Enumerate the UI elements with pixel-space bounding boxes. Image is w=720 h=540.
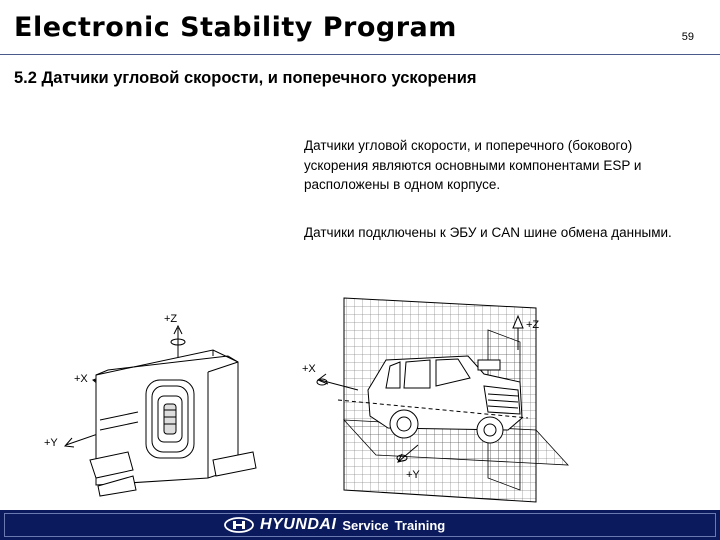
footer-bar	[0, 510, 720, 540]
header-divider	[0, 54, 720, 55]
body-paragraph-2: Датчики подключены к ЭБУ и CAN шине обмена данными.	[304, 225, 672, 240]
brand-name: HYUNDAI	[260, 516, 337, 533]
sensor-unit-diagram	[38, 300, 288, 500]
right-axis-y-label: +Y	[406, 469, 420, 481]
brand-service: Service	[342, 517, 389, 533]
brand-logo	[224, 515, 445, 535]
vehicle-axes-diagram	[298, 290, 578, 510]
left-axis-z-label: +Z	[164, 313, 178, 325]
right-axis-x-label: +X	[302, 363, 316, 375]
hyundai-logo-icon	[224, 517, 254, 533]
left-axis-x-label: +X	[74, 373, 88, 385]
right-axis-z-label: +Z	[526, 319, 540, 331]
page-number: 59	[681, 31, 694, 43]
section-title: 5.2 Датчики угловой скорости, и поперечного ускорения	[14, 69, 477, 87]
body-paragraph-1: Датчики угловой скорости, и поперечного (бокового) ускорения являются основными компонентами ESP и расположены в одном корпусе.	[304, 138, 642, 192]
left-axis-y-label: +Y	[44, 437, 58, 449]
brand-training: Training	[394, 517, 446, 533]
page-title: Electronic Stability Program	[14, 12, 457, 43]
